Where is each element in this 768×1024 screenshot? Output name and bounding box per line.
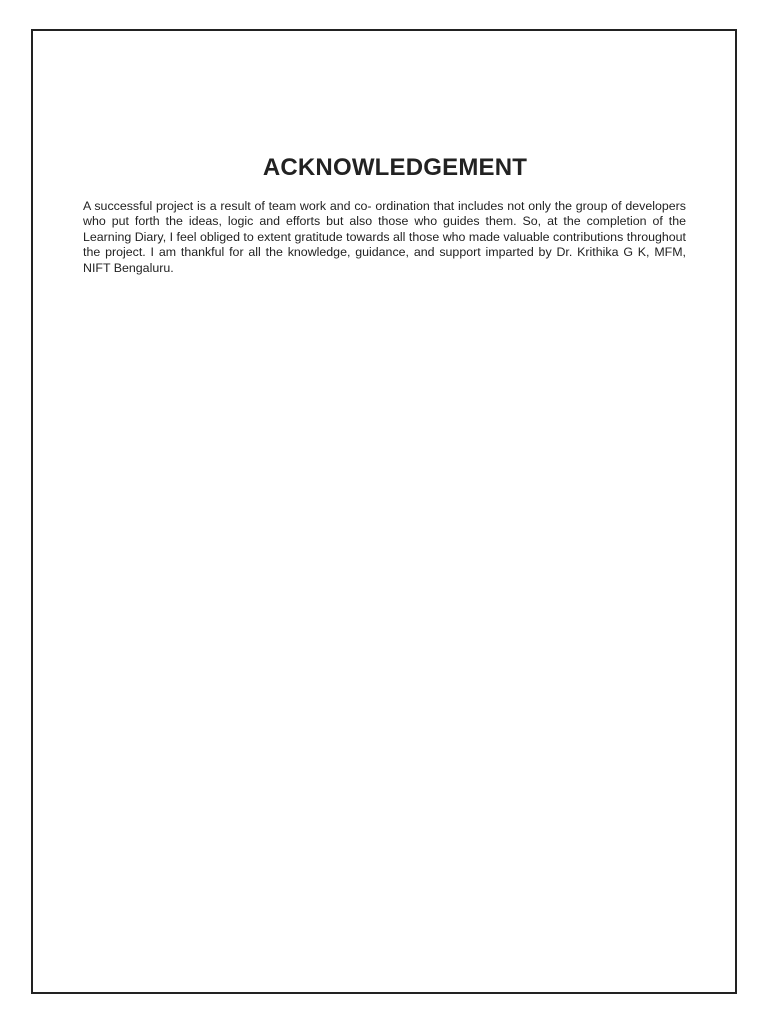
acknowledgement-paragraph: A successful project is a result of team work and co- ordination that includes not only the group of developers who put forth the ideas, logic and efforts but also those who guides them. So, at the completion of the Learning Diary, I feel obliged to extent gratitude towards all those who made valuable contributions throughout the project. I am thankful for all the knowledge, guidance, and support imparted by Dr. Krithika G K, MFM, NIFT Bengaluru. <box>83 199 686 275</box>
page-title: ACKNOWLEDGEMENT <box>262 154 528 181</box>
